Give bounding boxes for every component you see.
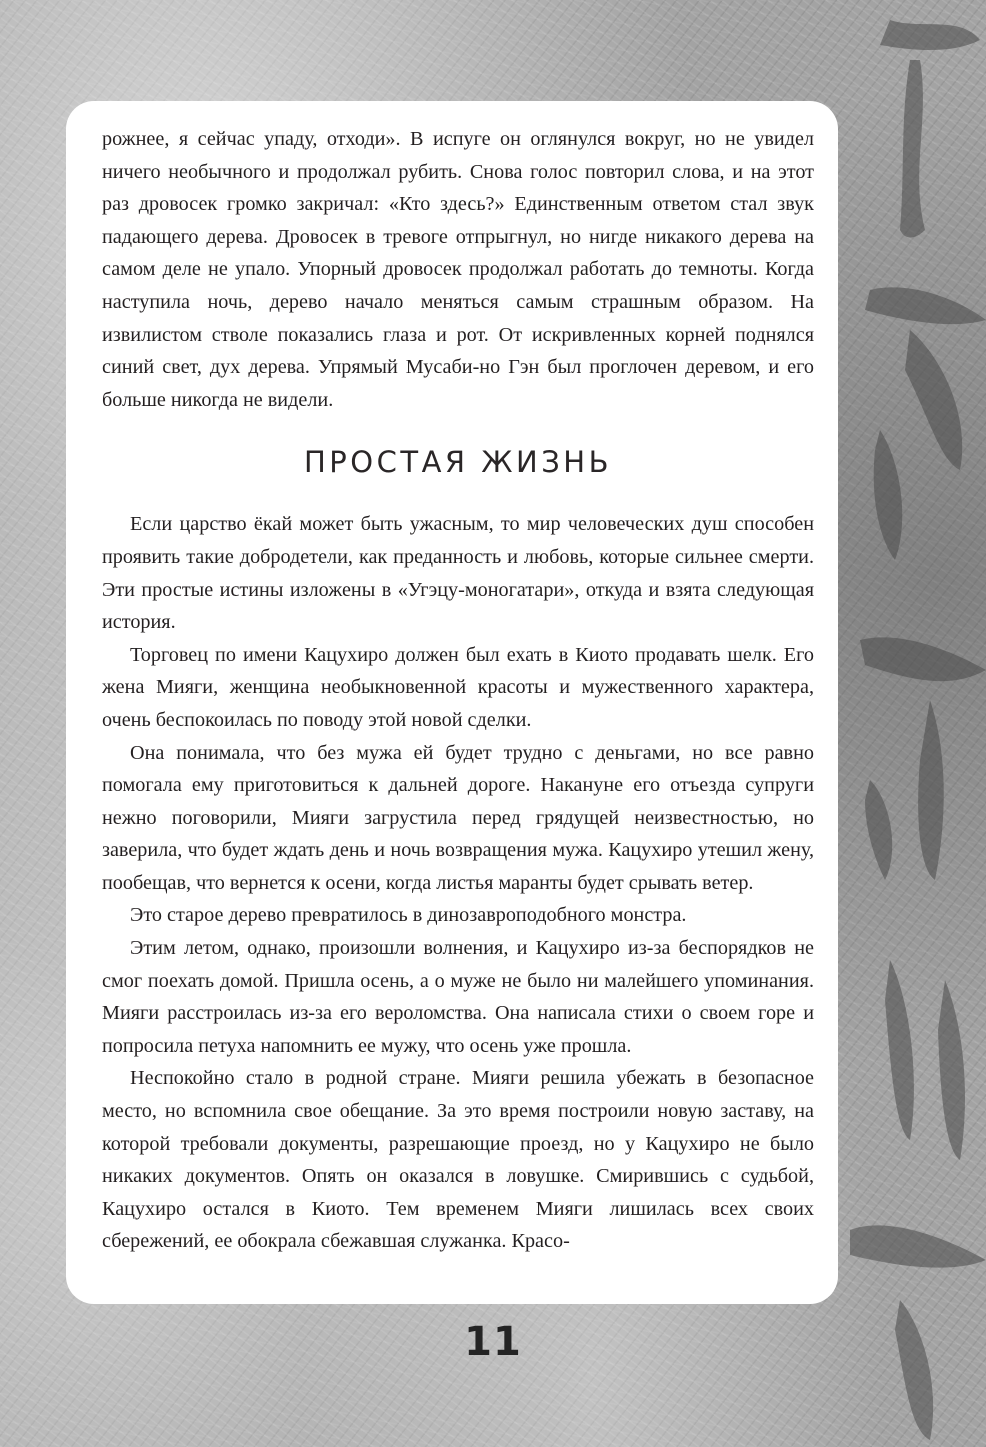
body-paragraph: Этим летом, однако, произошли волнения, и Кацухиро из-за беспорядков не смог поехать домой. Пришла осень, а о муже не было ни малейшего упоминания. Мияги расстроилась из-за его вероломства. Она написала стихи о своем горе и попросила петуха напомнить ее мужу, что осень уже прошла. (102, 937, 814, 1057)
body-paragraph: Если царство ёкай может быть ужасным, то мир человеческих душ способен проявить такие добродетели, как преданность и любовь, которые сильнее смерти. Эти простые истины изложены в «Угэцу-моногатари», откуда и взята следующая история. (102, 513, 814, 634)
brush-calligraphy-decoration (850, 0, 986, 1447)
body-paragraph: Она понимала, что без мужа ей будет трудно с деньгами, но все равно помогала ему приготовиться к дальней дороге. Накануне его отъезда супруги нежно поговорили, Мияги загрустила перед грядущей неизвестностью, но заверила, что будет ждать день и ночь возвращения мужа. Кацухиро утешил жену, пообещав, что вернется к осени, когда листья маранты будет срывать ветер. (102, 741, 814, 894)
page-number: 11 (464, 1319, 522, 1365)
body-paragraph: Это старое дерево превратилось в динозавроподобного монстра. (130, 904, 687, 927)
page-content (102, 123, 814, 1258)
body-paragraph: рожнее, я сейчас упаду, отходи». В испуге он оглянулся вокруг, но не увидел ничего необычного и продолжал рубить. Снова голос повторил слова, и на этот раз дровосек громко закричал: «Кто здесь?» Единственным ответом стал звук падающего дерева. Дровосек в тревоге отпрыгнул, но нигде никакого дерева на самом деле не упало. Упорный дровосек продолжал работать до темноты. Когда наступила ночь, дерево начало меняться самым страшным образом. На извилистом стволе показались глаза и рот. От искривленных корней поднялся синий свет, дух дерева. Упрямый Мусаби-но Гэн был проглочен деревом, и его больше никогда не видели. (102, 128, 814, 411)
section-heading: ПРОСТАЯ ЖИЗНЬ (303, 445, 612, 480)
body-paragraph: Неспокойно стало в родной стране. Мияги решила убежать в безопасное место, но вспомнила свое обещание. За это время построили новую заставу, на которой требовали документы, разрешающие проезд, но у Кацухиро не было никаких документов. Опять он оказался в ловушке. Смирившись с судьбой, Кацухиро остался в Киото. Тем временем Мияги лишилась всех своих сбережений, ее обокрала сбежавшая служанка. Красо- (102, 1067, 814, 1253)
body-paragraph: Торговец по имени Кацухиро должен был ехать в Киото продавать шелк. Его жена Мияги, женщина необыкновенной красоты и мужественного характера, очень беспокоилась по поводу этой новой сделки. (102, 643, 814, 731)
